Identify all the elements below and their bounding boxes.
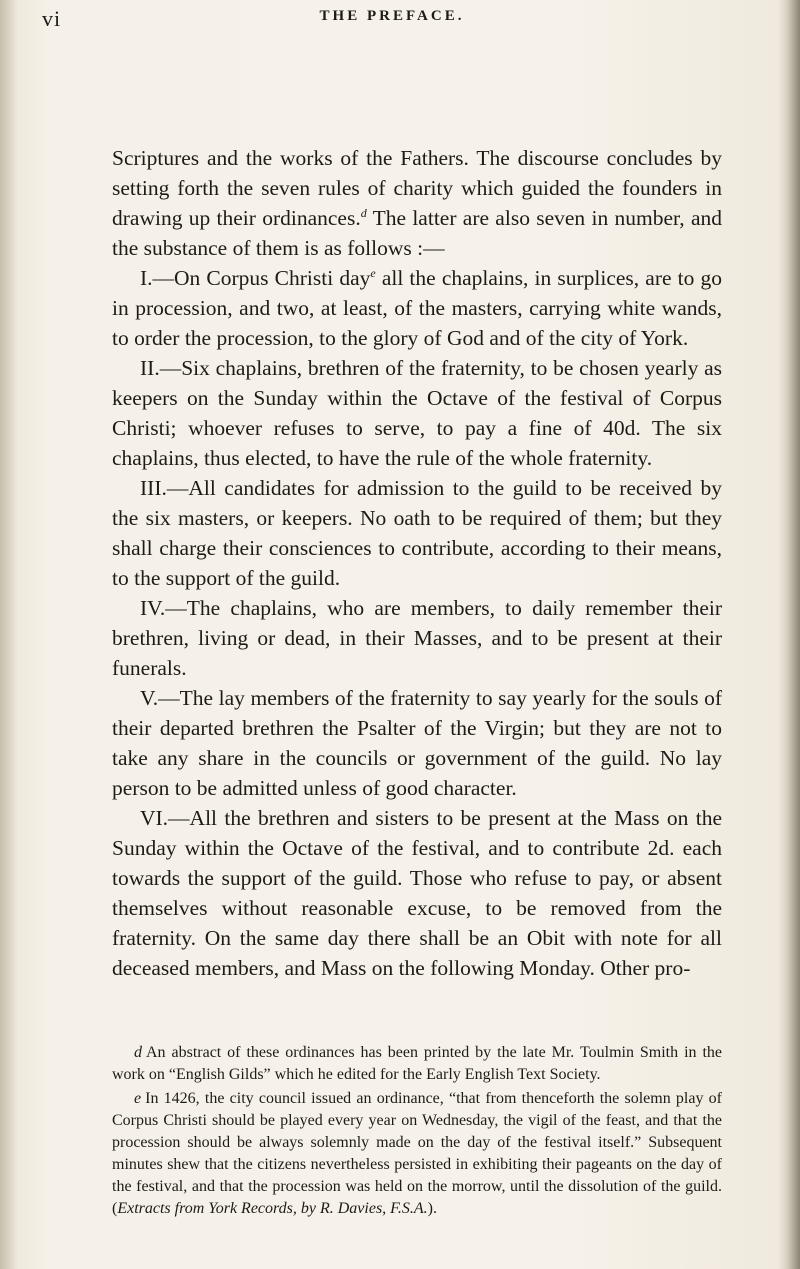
page-binding-shadow [0, 0, 18, 1269]
footnote-mark-e: e [370, 265, 376, 280]
rule-6: VI.—All the brethren and sisters to be present at the Mass on the Sunday within the Octave of the festival, and to contribute 2d. each towards the support of the guild. Those who refuse to pay, or absent themselves without reasonable excuse, to be removed from the fraternity. On the same day there shall be an Obit with note for all deceased members, and Mass on the following Monday. Other pro- [112, 806, 722, 980]
page-header [42, 6, 742, 36]
footnote-mark-d: d [360, 205, 367, 220]
rule-3: III.—All candidates for admission to the guild to be received by the six masters, or keepers. No oath to be required of them; but they shall charge their consciences to contribute, according to their means, to the support of the guild. [112, 476, 722, 590]
footnote-e-text: In 1426, the city council issued an ordinance, “that from thenceforth the solemn play of Corpus Christi should be played every year on Wednesday, the vigil of the feast, and that the procession should be always solemnly made on the day of the festival itself.” Subsequent minutes shew that the citizens nevertheless persisted in exhibiting their pageants on the day of the festival, and that the procession was held on the morrow, until the dissolution of the guild. ( [112, 1090, 722, 1217]
footnotes [112, 1042, 722, 1222]
running-title: THE PREFACE. [319, 8, 465, 24]
rule-2: II.—Six chaplains, brethren of the fraternity, to be chosen yearly as keepers on the Sunday within the Octave of the festival of Corpus Christi; whoever refuses to serve, to pay a fine of 40d. The six chaplains, thus elected, to have the rule of the whole fraternity. [112, 356, 722, 470]
rule-1-text: I.—On Corpus Christi day [140, 266, 371, 290]
intro-text-continued: The latter are also seven in number, and the substance of them is as follows :— [112, 206, 722, 260]
intro-paragraph [112, 143, 722, 263]
rule-4: IV.—The chaplains, who are members, to daily remember their brethren, living or dead, in their Masses, and to be present at their funerals. [112, 596, 722, 680]
rule-1-text-continued: all the chaplains, in surplices, are to go in procession, and two, at least, of the masters, carrying white wands, to order the procession, to the glory of God and of the city of York. [112, 266, 722, 350]
body-text [112, 143, 722, 983]
footnote-e [112, 1088, 722, 1220]
footnote-e-letter: e [134, 1090, 142, 1107]
footnote-e-source: Extracts from York Records, by R. Davies, F.S.A. [117, 1200, 428, 1217]
rule-5: V.—The lay members of the fraternity to say yearly for the souls of their departed brethren the Psalter of the Virgin; but they are not to take any share in the councils or government of the guild. No lay person to be admitted unless of good character. [112, 686, 722, 800]
footnote-d-text: An abstract of these ordinances has been printed by the late Mr. Toulmin Smith in the work on “English Gilds” which he edited for the Early English Text Society. [112, 1044, 722, 1083]
footnote-e-close: ). [427, 1200, 437, 1217]
footnote-d [112, 1042, 722, 1086]
rule-1 [112, 263, 722, 353]
page-number: vi [42, 6, 62, 31]
page-edge-shadow [778, 0, 800, 1269]
intro-text: Scriptures and the works of the Fathers. The discourse concludes by setting forth the seven rules of charity which guided the founders in drawing up their ordinances. [112, 146, 722, 230]
footnote-d-letter: d [134, 1044, 142, 1061]
